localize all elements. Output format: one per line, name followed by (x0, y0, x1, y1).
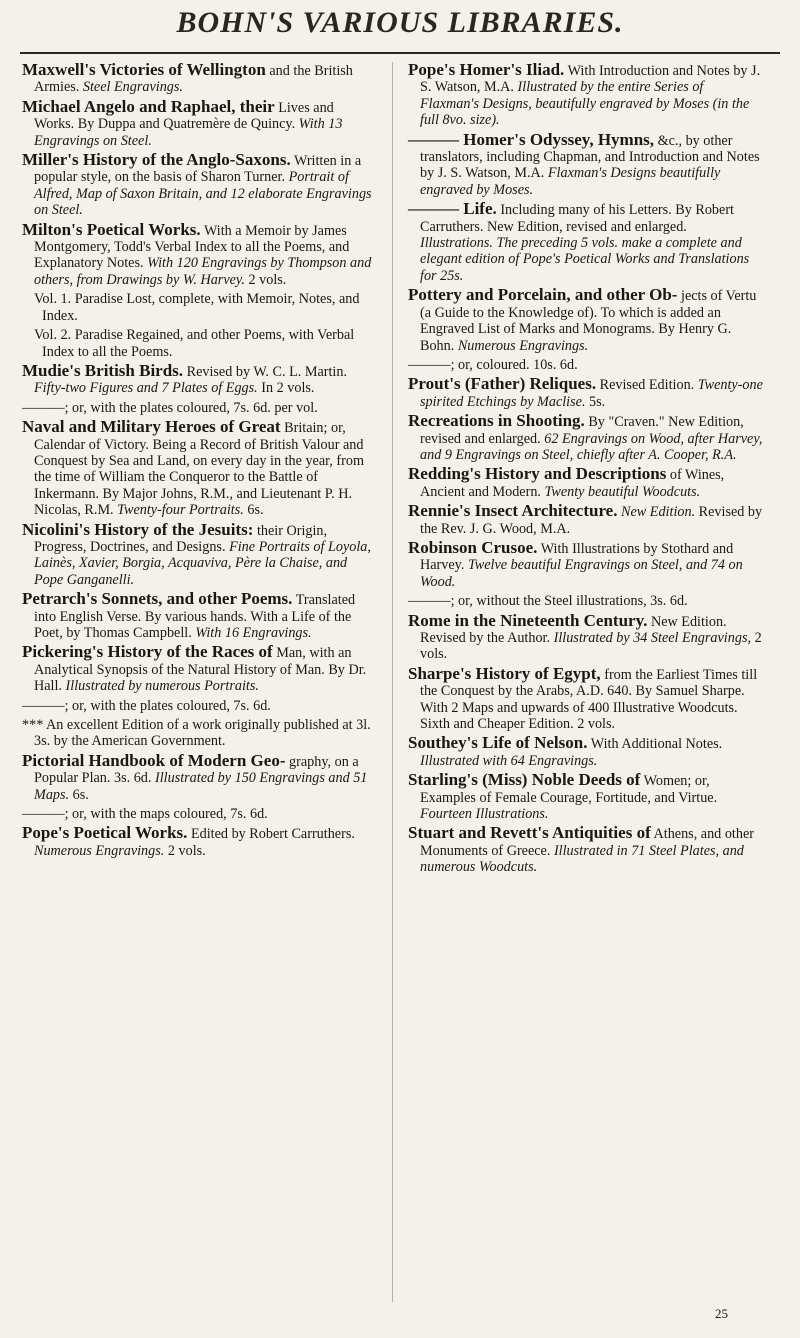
entry-tail: In 2 vols. (261, 380, 315, 397)
entry-illustrations: Flaxman's Designs beautifully engraved by Moses. (420, 165, 721, 198)
entry-tail: 6s. (247, 502, 264, 519)
entry-illustrations: Fifty-two Figures and 7 Plates of Eggs. (34, 380, 258, 397)
catalog-entry (22, 419, 377, 518)
catalog-entry (22, 717, 377, 750)
catalog-entry (408, 735, 763, 769)
entry-illustrations: Illustrations. The preceding 5 vols. make a complete and elegant edition of Pope's Poetical Works and Translations for 25s. (420, 235, 750, 284)
entry-illustrations: Twelve beautiful Engravings on Steel, and 74 on Wood. (420, 557, 743, 590)
entry-illustrations: Twenty-one spirited Etchings by Maclise. (420, 377, 763, 410)
entry-text: Man, with an Analytical Synopsis of the Natural History of Man. By Dr. Hall. (34, 645, 367, 695)
entry-illustrations: Illustrated in 71 Steel Plates, and numerous Woodcuts. (420, 842, 744, 876)
entry-tail: 5s. (589, 393, 606, 410)
entry-illustrations: Illustrated by numerous Portraits. (65, 678, 259, 695)
entry-title: Michael Angelo and Raphael, their (22, 96, 275, 116)
entry-title: Petrarch's Sonnets, and other Poems. (22, 589, 293, 609)
entry-text: their Origin, Progress, Doctrines, and Designs. (34, 522, 328, 555)
catalog-entry (22, 591, 377, 641)
entry-text: *** An excellent Edition of a work originally published at 3l. 3s. by the American Government. (22, 717, 371, 750)
entry-text: Revised by W. C. L. Martin. (186, 363, 348, 380)
catalog-entry (408, 466, 763, 500)
entry-text: Athens, and other Monuments of Greece. (420, 826, 754, 859)
entry-tail: 2 vols. (420, 630, 762, 663)
entry-text: &c., by other translators, including Chapman, and Introduction and Notes by J. S. Watson, M.A. (420, 132, 760, 182)
entry-text: With Additional Notes. (590, 736, 723, 753)
catalog-entry (408, 129, 763, 199)
entry-illustrations: Portrait of Alfred, Map of Saxon Britain, and 12 elaborate Engravings on Steel. (34, 169, 372, 219)
entry-illustrations: With 13 Engravings on Steel. (34, 116, 343, 149)
entry-tail: 2 vols. (167, 842, 206, 859)
entry-title: Recreations in Shooting. (408, 411, 585, 431)
catalog-entry (408, 357, 763, 373)
catalog-entry (22, 825, 377, 859)
entry-illustrations: 62 Engravings on Wood, after Harvey, and 9 Engravings on Steel, chiefly after A. Cooper, R.A. (420, 430, 763, 463)
entry-title: ——— Life. (408, 199, 497, 219)
entry-text: With a Memoir by James Montgomery, Todd's Verbal Index to all the Poems, and Explanatory Notes. (34, 222, 350, 272)
catalog-entry (22, 750, 377, 803)
catalog-entry (22, 152, 377, 219)
entry-text: ———; or, with the plates coloured, 7s. 6d. (22, 697, 271, 714)
entry-text: of Wines, Ancient and Modern. (420, 467, 725, 500)
entry-text: ———; or, without the Steel illustrations, 3s. 6d. (408, 593, 688, 610)
entry-illustrations: Twenty-four Portraits. (117, 502, 244, 519)
entry-text: Translated into English Verse. By various hands. With a Life of the Poet, by Thomas Campbell. (34, 592, 356, 641)
entry-illustrations: Steel Engravings. (82, 79, 183, 96)
entry-title: Mudie's British Birds. (22, 360, 184, 380)
entry-title: Miller's History of the Anglo-Saxons. (22, 150, 291, 170)
entry-illustrations: Fourteen Illustrations. (420, 806, 549, 823)
catalog-entry (22, 219, 377, 289)
entry-title: Maxwell's Victories of Wellington (22, 60, 266, 79)
page-header: BOHN'S VARIOUS LIBRARIES. (176, 6, 624, 39)
catalog-entry (408, 503, 763, 537)
catalog-entry (22, 360, 377, 397)
entry-text: New Edition. Revised by the Author. (420, 613, 727, 646)
entry-illustrations: Illustrated by 150 Engravings and 51 Maps. (34, 770, 368, 803)
catalog-entry (408, 413, 763, 463)
entry-title: Stuart and Revett's Antiquities of (408, 823, 651, 843)
entry-text: and the British Armies. (34, 63, 353, 96)
entry-illustrations: Numerous Engravings. (457, 337, 589, 354)
entry-illustrations: Illustrated with 64 Engravings. (420, 752, 598, 769)
entry-text: Britain; or, Calendar of Victory. Being a Record of British Valour and Conquest by Sea and Land, on every day in the year, from the time of William the Conqueror to the Battle of Inkermann. By Major Johns, R.M., and Lieutenant P. H. Nicolas, R.M. (34, 420, 364, 519)
catalog-entry (408, 62, 763, 129)
entry-title: Pictorial Handbook of Modern Geo- (22, 750, 286, 770)
header-rule (20, 52, 780, 54)
entry-text: Edited by Robert Carruthers. (190, 826, 355, 843)
entry-illustrations: Illustrated by the entire Series of Flaxman's Designs, beautifully engraved by Moses (in the full 8vo. size). (420, 79, 750, 129)
catalog-entry (22, 644, 377, 694)
right-column (408, 62, 763, 879)
catalog-entry (408, 201, 763, 284)
entry-tail: 6s. (72, 786, 89, 803)
entry-title: ——— Homer's Odyssey, Hymns, (408, 129, 655, 149)
entry-text: jects of Vertu (a Guide to the Knowledge of). To which is added an Engraved List of Marks and Monograms. By Henry G. Bohn. (420, 288, 757, 354)
entry-text: ———; or, with the plates coloured, 7s. 6d. per vol. (22, 399, 318, 416)
entry-title: Prout's (Father) Reliques. (408, 374, 597, 394)
catalog-entry (22, 698, 377, 714)
entry-text: Written in a popular style, on the basis of Sharon Turner. (34, 153, 362, 186)
catalog-entry (22, 62, 377, 96)
entry-text: With Introduction and Notes by J. S. Watson, M.A. (420, 63, 761, 96)
entry-illustrations: New Edition. (621, 504, 696, 521)
catalog-entry (408, 772, 763, 822)
catalog-entry (22, 96, 377, 149)
entry-illustrations: With 120 Engravings by Thompson and others, from Drawings by W. Harvey. (34, 255, 372, 288)
entry-text: Including many of his Letters. By Robert Carruthers. New Edition, revised and enlarged. (420, 202, 734, 235)
left-column (22, 62, 377, 862)
entry-title: Pope's Poetical Works. (22, 823, 188, 843)
entry-text: graphy, on a Popular Plan. 3s. 6d. (34, 753, 359, 787)
entry-volume: Vol. 1. Paradise Lost, complete, with Memoir, Notes, and Index. (34, 291, 360, 324)
entry-title: Sharpe's History of Egypt, (408, 663, 601, 683)
entry-text: ———; or, with the maps coloured, 7s. 6d. (22, 806, 268, 823)
entry-illustrations: With 16 Engravings. (195, 625, 312, 641)
catalog-entry (408, 825, 763, 875)
entry-text: With Illustrations by Stothard and Harvey. (420, 540, 734, 574)
column-divider (392, 62, 393, 1302)
catalog-entry (408, 610, 763, 663)
entry-text: Women; or, Examples of Female Courage, Fortitude, and Virtue. (420, 773, 718, 806)
entry-text: Lives and Works. By Duppa and Quatremère de Quincy. (34, 99, 334, 133)
page-number: 25 (715, 1306, 728, 1321)
catalog-entry (22, 291, 377, 324)
entry-title: Rome in the Nineteenth Century. (408, 610, 648, 630)
entry-title: Robinson Crusoe. (408, 537, 538, 557)
catalog-entry (22, 519, 377, 589)
catalog-entry (22, 806, 377, 822)
entry-volume: Vol. 2. Paradise Regained, and other Poems, with Verbal Index to all the Poems. (34, 327, 355, 360)
catalog-entry (408, 593, 763, 609)
catalog-entry (408, 537, 763, 590)
entry-text: ———; or, coloured. 10s. 6d. (408, 356, 578, 373)
entry-title: Milton's Poetical Works. (22, 219, 201, 239)
catalog-entry (408, 376, 763, 410)
catalog-entry (408, 287, 763, 354)
entry-illustrations: Numerous Engravings. (34, 842, 165, 859)
entry-tail: 2 vols. (248, 271, 287, 288)
entry-illustrations: Illustrated by 34 Steel Engravings, (553, 630, 752, 646)
entry-title: Naval and Military Heroes of Great (22, 417, 281, 437)
entry-title: Pottery and Porcelain, and other Ob- (408, 285, 678, 305)
entry-illustrations: Twenty beautiful Woodcuts. (544, 483, 701, 500)
catalog-entry (408, 663, 763, 733)
entry-text: By "Craven." New Edition, revised and enlarged. (420, 414, 744, 447)
catalog-entry (22, 327, 377, 360)
entry-title: Nicolini's History of the Jesuits: (22, 519, 254, 539)
entry-title: Pickering's History of the Races of (22, 642, 273, 662)
entry-title: Rennie's Insect Architecture. (408, 501, 618, 521)
catalog-entry (22, 400, 377, 416)
entry-title: Pope's Homer's Iliad. (408, 60, 565, 79)
entry-text: Revised Edition. (599, 377, 695, 394)
entry-text: from the Earliest Times till the Conquest by the Arabs, A.D. 640. By Samuel Sharpe. With 2 Maps and upwards of 400 Illustrative Woodcuts. Sixth and Cheaper Edition. 2 vols. (420, 666, 758, 733)
entry-title: Starling's (Miss) Noble Deeds of (408, 770, 641, 790)
entry-illustrations: Fine Portraits of Loyola, Lainès, Xavier, Borgia, Acquaviva, Père la Chaise, and Pope Ganganelli. (34, 538, 371, 588)
entry-title: Southey's Life of Nelson. (408, 733, 588, 753)
entry-title: Redding's History and Descriptions (408, 464, 667, 484)
entry-text: Revised by the Rev. J. G. Wood, M.A. (420, 504, 763, 537)
